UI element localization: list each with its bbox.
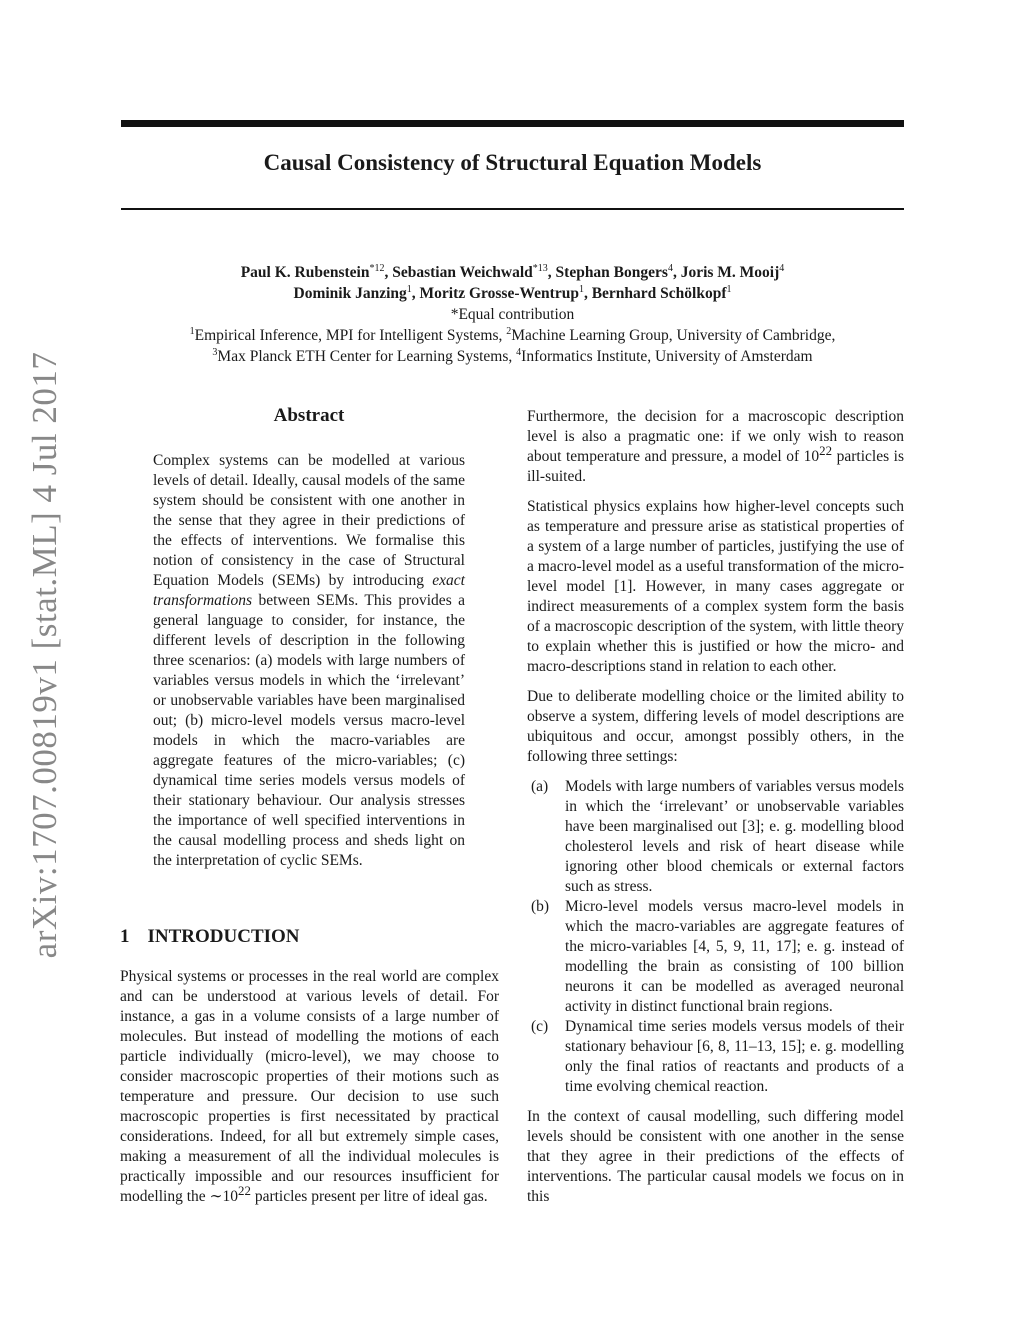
arxiv-watermark: arXiv:1707.00819v1 [stat.ML] 4 Jul 2017 bbox=[25, 351, 64, 959]
list-item bbox=[527, 1017, 904, 1097]
intro-sup: 22 bbox=[238, 1182, 251, 1198]
intro-text: Physical systems or processes in the real world are complex and can be understood at various levels of detail. For instance, a gas in a volume consists of a large number of molecules. But instead of modelling the motions of each particle individually (micro-level), we may choose to consider macroscopic properties of their motions such as temperature and pressure. Our decision to use such macroscopic properties is first necessitated by practical considerations. Indeed, for all but extremely simple cases, making a measurement of all the individual molecules is practically impossible and our resources insufficient for modelling the ∼10 bbox=[120, 968, 499, 1205]
list-item bbox=[527, 777, 904, 897]
paragraph-text: particles is ill-suited. bbox=[527, 448, 904, 485]
intro-paragraph bbox=[120, 967, 499, 1207]
section-number: 1 bbox=[120, 926, 130, 947]
author-sup: 1 bbox=[406, 283, 412, 295]
paragraph bbox=[527, 407, 904, 487]
author-name: Stephan Bongers bbox=[555, 264, 668, 281]
paragraph-sup: 22 bbox=[819, 442, 833, 458]
affiliation-sup: 2 bbox=[506, 325, 512, 337]
affiliation-text: Max Planck ETH Center for Learning Systems, bbox=[217, 348, 517, 365]
authors-line-2 bbox=[121, 283, 904, 304]
paragraph: Due to deliberate modelling choice or the limited ability to observe a system, differing levels of model descriptions are ubiquitous and occur, amongst possibly others, in the following three settings: bbox=[527, 688, 904, 765]
author-name: Sebastian Weichwald bbox=[392, 264, 533, 281]
affiliation-sup: 1 bbox=[189, 325, 195, 337]
section-heading bbox=[120, 926, 300, 948]
author-sep: , bbox=[384, 264, 393, 281]
author-name: Bernhard Schölkopf bbox=[591, 285, 727, 302]
author-name: Joris M. Mooij bbox=[680, 264, 780, 281]
list-label: (a) bbox=[531, 778, 549, 795]
affiliation-sup: 3 bbox=[212, 346, 218, 358]
abstract-text: between SEMs. This provides a general language to consider, for instance, the different levels of description in the following three scenarios: (a) models with large numbers of variables versus models in which the ‘irrelevant’ or unobservable variables have been marginalised out; (b) micro-level models versus macro-level models in which the macro-variables are aggregate features of the micro-variables; (c) dynamical time series models versus models of their stationary behaviour. Our analysis stresses the importance of well specified interventions in the causal modelling process and sheds light on the interpretation of cyclic SEMs. bbox=[153, 592, 465, 869]
intro-text: particles present per litre of ideal gas. bbox=[250, 1188, 488, 1205]
affiliations-line-1 bbox=[121, 325, 904, 346]
author-sup: 1 bbox=[726, 283, 732, 295]
section-title: INTRODUCTION bbox=[147, 926, 300, 947]
list-label: (b) bbox=[531, 898, 550, 915]
affiliation-text: Machine Learning Group, University of Cambridge, bbox=[511, 327, 836, 344]
author-name: Paul K. Rubenstein bbox=[240, 264, 370, 281]
title-rule bbox=[121, 208, 904, 210]
list-text: Models with large numbers of variables versus models in which the ‘irrelevant’ or unobservable variables have been marginalised out [3]; e. g. modelling blood cholesterol levels and risk of heart disease while ignoring other blood chemicals or external factors such as stress. bbox=[565, 778, 904, 895]
right-column bbox=[527, 407, 904, 1217]
author-sup: 4 bbox=[667, 262, 673, 274]
settings-list bbox=[527, 777, 904, 1097]
authors-line-1 bbox=[121, 262, 904, 283]
abstract-body bbox=[153, 451, 465, 871]
author-sup: *12 bbox=[369, 262, 385, 274]
abstract-heading: Abstract bbox=[273, 405, 345, 426]
affiliations-line-2 bbox=[121, 346, 904, 367]
list-text: Dynamical time series models versus models of their stationary behaviour [6, 8, 11–13, 15]; e. g. modelling only the final ratios of reactants and products of a time evolving chemical reaction. bbox=[565, 1018, 904, 1095]
paragraph: Statistical physics explains how higher-level concepts such as temperature and pressure arise as statistical properties of a system of a large number of particles, justifying the use of a macro-level model as a useful transformation of the micro-level model [1]. However, in many cases aggregate or indirect measurements of a complex system form the basis of a macroscopic description of the system, with little theory to explain whether this is justified or how the micro- and macro-descriptions stand in relation to each other. bbox=[527, 498, 904, 675]
affiliation-text: Empirical Inference, MPI for Intelligent Systems, bbox=[194, 327, 507, 344]
author-sup: 1 bbox=[578, 283, 584, 295]
abstract-text: Complex systems can be modelled at various levels of detail. Ideally, causal models of the same system should be consistent with one another in the sense that they agree in their predictions of the effects of interventions. We formalise this notion of consistency in the case of Structural Equation Models (SEMs) by introducing bbox=[153, 452, 465, 589]
author-sup: *13 bbox=[532, 262, 548, 274]
author-sep: , bbox=[411, 285, 420, 302]
author-sep: , bbox=[672, 264, 681, 281]
equal-contribution-note: *Equal contribution bbox=[450, 306, 575, 323]
author-sup: 4 bbox=[779, 262, 785, 274]
abstract-emphasis: exact transformations bbox=[153, 572, 465, 609]
author-name: Dominik Janzing bbox=[293, 285, 407, 302]
paper-title: Causal Consistency of Structural Equation Models bbox=[263, 150, 762, 175]
paragraph: In the context of causal modelling, such differing model levels should be consistent with one another in the sense that they agree in their predictions of the effects of interventions. The particular causal models we focus on in this bbox=[527, 1108, 904, 1205]
affiliation-sup: 4 bbox=[516, 346, 522, 358]
list-text: Micro-level models versus macro-level models in which the macro-variables are aggregate features of the micro-variables [4, 5, 9, 11, 17]; e. g. instead of modelling the brain as consisting of 100 billion neurons it can be modelled as averaged neuronal activity in distinct functional brain regions. bbox=[565, 898, 904, 1015]
paragraph-text: Furthermore, the decision for a macroscopic description level is also a pragmatic one: if we only wish to reason about temperature and pressure, a model of 10 bbox=[527, 408, 904, 465]
author-sep: , bbox=[547, 264, 556, 281]
affiliation-text: Informatics Institute, University of Amsterdam bbox=[521, 348, 813, 365]
list-label: (c) bbox=[531, 1018, 549, 1035]
author-sep: , bbox=[583, 285, 592, 302]
author-name: Moritz Grosse-Wentrup bbox=[419, 285, 579, 302]
list-item bbox=[527, 897, 904, 1017]
author-block bbox=[121, 262, 904, 367]
top-rule bbox=[121, 120, 904, 127]
